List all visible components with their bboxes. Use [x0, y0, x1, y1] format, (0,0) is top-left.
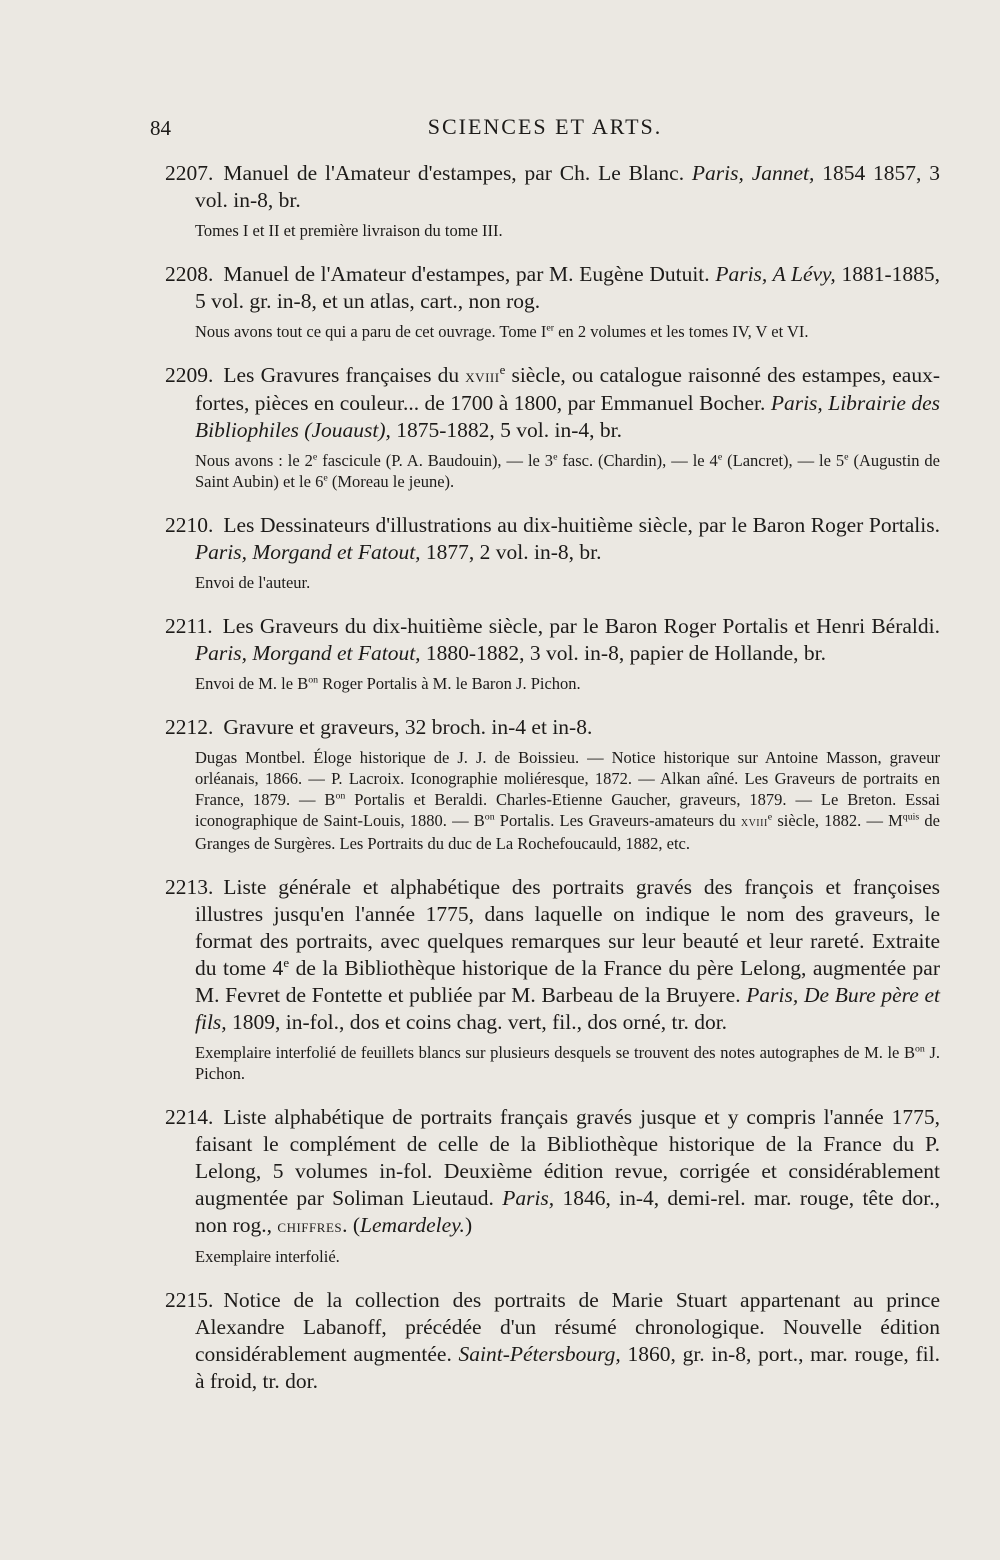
text-segment: Liste générale et alphabétique des portraits gravés des françois et françoises illustres jusqu'en l'année 1775, dans laquelle on indique le nom des graveurs, le format des portraits, avec quelques remarques sur leur beauté et leur rareté. Extraite du tome 4: [195, 875, 940, 980]
superscript: on: [308, 674, 319, 686]
text-segment: siècle, ou catalogue raisonné des estampes, eaux-fortes, pièces en couleur... de 1700 à 1800, par Emmanuel Bocher.: [195, 363, 940, 415]
entry-description: [165, 1287, 940, 1395]
text-segment: ): [464, 1213, 473, 1237]
text-segment: 1809, in-fol., dos et coins chag. vert, fil., dos orné, tr. dor.: [226, 1010, 728, 1034]
page-number: 84: [150, 116, 171, 140]
italic-text: Saint-Pétersbourg,: [458, 1342, 621, 1366]
entry-description: [165, 613, 940, 667]
text-segment: fascicule (P. A. Baudouin), — le 3: [317, 451, 554, 470]
text-segment: de la Bibliothèque historique de la France du père Lelong, augmentée par M. Fevret de Fontette et publiée par M. Barbeau de la Bruyere.: [195, 956, 940, 1007]
italic-text: Paris,: [502, 1186, 555, 1210]
text-segment: Envoi de M. le B: [195, 674, 309, 693]
text-segment: (Augustin de Saint Aubin) et le 6: [195, 451, 940, 491]
catalogue-entry: [165, 714, 940, 854]
entry-number: 2209 .: [165, 362, 213, 389]
entry-number: 2211 .: [165, 613, 213, 640]
text-segment: Gravure et graveurs, 32 broch. in-4 et in-8.: [223, 715, 593, 739]
entry-description: [165, 1104, 940, 1240]
text-segment: Manuel de l'Amateur d'estampes, par Ch. Le Blanc.: [223, 161, 692, 185]
text-segment: 1877, 2 vol. in-8, br.: [420, 540, 602, 564]
superscript: e: [283, 955, 290, 970]
entry-number: 2212 .: [165, 714, 213, 741]
entry-number: 2207 .: [165, 160, 213, 187]
text-segment: Dugas Montbel. Éloge historique de J. J. de Boissieu. — Notice historique sur Antoine Masson, graveur orléanais, 1866. — P. Lacroix. Iconographie moliéresque, 1872. — Alkan aîné. Les Graveurs de portraits en France, 1879. — B: [195, 748, 940, 809]
entry-description: [165, 714, 940, 741]
catalogue-entry: [165, 512, 940, 593]
superscript: er: [546, 322, 555, 334]
entry-note: [165, 220, 940, 241]
small-caps-text: xviii: [740, 815, 768, 830]
small-caps-text: xviii: [465, 366, 500, 386]
entry-note: [165, 1042, 940, 1084]
text-segment: Liste alphabétique de portraits français gravés jusque et y compris l'année 1775, faisant le complément de celle de la Bibliothèque historique de la France du P. Lelong, 5 volumes in-fol. Deuxième édition revue, corrigée et considérablement augmentée par Soliman Lieutaud.: [195, 1105, 940, 1210]
superscript: e: [499, 362, 506, 377]
catalogue-entry: [165, 362, 940, 492]
text-segment: siècle, 1882. — M: [772, 811, 903, 830]
text-segment: Nous avons tout ce qui a paru de cet ouvrage. Tome I: [195, 322, 547, 341]
running-title: SCIENCES ET ARTS.: [427, 114, 663, 139]
catalogue-entries: [165, 160, 940, 1415]
text-segment: Manuel de l'Amateur d'estampes, par M. Eugène Dutuit.: [223, 262, 716, 286]
text-segment: fasc. (Chardin), — le 4: [557, 451, 718, 470]
text-segment: J. Pichon.: [195, 1043, 940, 1083]
superscript: on: [335, 790, 346, 802]
text-segment: (Lancret), — le 5: [722, 451, 845, 470]
superscript: on: [914, 1043, 925, 1055]
entry-description: [165, 160, 940, 214]
italic-text: Paris, De Bure père et fils,: [195, 983, 940, 1034]
text-segment: 1881-1885, 5 vol. gr. in-8, et un atlas, cart., non rog.: [195, 262, 940, 313]
entry-description: [165, 261, 940, 315]
catalogue-entry: [165, 160, 940, 241]
text-segment: 1880-1882, 3 vol. in-8, papier de Hollande, br.: [420, 641, 826, 665]
text-segment: Nous avons : le 2: [195, 451, 313, 470]
entry-description: [165, 512, 940, 566]
entry-number: 2214 .: [165, 1104, 213, 1131]
entry-note: [165, 1246, 940, 1267]
italic-text: Paris, Librairie des Bibliophiles (Jouaust),: [195, 391, 940, 442]
italic-text: Paris, Morgand et Fatout,: [195, 641, 421, 665]
catalogue-entry: [165, 261, 940, 342]
text-segment: (Moreau le jeune).: [327, 472, 455, 491]
text-segment: Tomes I et II et première livraison du tome III.: [195, 221, 503, 240]
text-segment: Exemplaire interfolié.: [195, 1247, 340, 1266]
superscript: e: [717, 451, 723, 463]
text-segment: Portalis et Beraldi. Charles-Etienne Gaucher, graveurs, 1879. — Le Breton. Essai iconographique de Saint-Louis, 1880. — B: [195, 790, 940, 830]
entry-description: [165, 874, 940, 1036]
superscript: quis: [902, 811, 920, 823]
text-segment: Notice de la collection des portraits de Marie Stuart appartenant au prince Alexandre Labanoff, précédée d'un résumé chronologique. Nouvelle édition considérablement augmentée.: [195, 1288, 940, 1366]
superscript: e: [767, 811, 773, 823]
text-segment: 1860, gr. in-8, port., mar. rouge, fil. à froid, tr. dor.: [195, 1342, 940, 1393]
catalogue-entry: [165, 1287, 940, 1395]
entry-note: [165, 321, 940, 342]
entry-number: 2208 .: [165, 261, 213, 288]
text-segment: 1846, in-4, demi-rel. mar. rouge, tête dor., non rog.,: [195, 1186, 941, 1237]
small-caps-text: chiffres: [277, 1216, 343, 1236]
italic-text: Lemardeley.: [360, 1213, 465, 1237]
text-segment: . (: [342, 1213, 361, 1237]
superscript: e: [844, 451, 849, 463]
entry-number: 2213 .: [165, 874, 213, 901]
entry-note: [165, 747, 940, 854]
catalogue-entry: [165, 613, 940, 694]
text-segment: de Granges de Surgères. Les Portraits du duc de La Rochefoucauld, 1882, etc.: [195, 811, 940, 853]
superscript: e: [553, 451, 558, 463]
page-header: [150, 112, 940, 146]
text-segment: en 2 volumes et les tomes IV, V et VI.: [554, 322, 809, 341]
italic-text: Paris, Jannet,: [691, 161, 815, 185]
entry-number: 2215 .: [165, 1287, 213, 1314]
text-segment: Envoi de l'auteur.: [195, 573, 311, 592]
catalogue-entry: [165, 1104, 940, 1267]
text-segment: 1854 1857, 3 vol. in-8, br.: [195, 161, 941, 212]
catalogue-entry: [165, 874, 940, 1084]
text-segment: Exemplaire interfolié de feuillets blancs sur plusieurs desquels se trouvent des notes autographes de M. le B: [195, 1043, 915, 1062]
text-segment: Les Gravures françaises du: [223, 363, 466, 387]
text-segment: Roger Portalis à M. le Baron J. Pichon.: [318, 674, 581, 693]
italic-text: Paris, A Lévy,: [715, 262, 836, 286]
entry-description: [165, 362, 940, 444]
superscript: on: [484, 811, 495, 823]
superscript: e: [312, 451, 318, 463]
superscript: e: [323, 472, 328, 484]
entry-note: [165, 450, 940, 492]
text-segment: Les Dessinateurs d'illustrations au dix-huitième siècle, par le Baron Roger Portalis.: [223, 513, 940, 537]
entry-number: 2210 .: [165, 512, 213, 539]
entry-note: [165, 572, 940, 593]
text-segment: 1875-1882, 5 vol. in-4, br.: [390, 418, 622, 442]
text-segment: Portalis. Les Graveurs-amateurs du: [494, 811, 741, 830]
text-segment: Les Graveurs du dix-huitième siècle, par le Baron Roger Portalis et Henri Béraldi.: [222, 614, 940, 638]
italic-text: Paris, Morgand et Fatout,: [195, 540, 421, 564]
entry-note: [165, 673, 940, 694]
